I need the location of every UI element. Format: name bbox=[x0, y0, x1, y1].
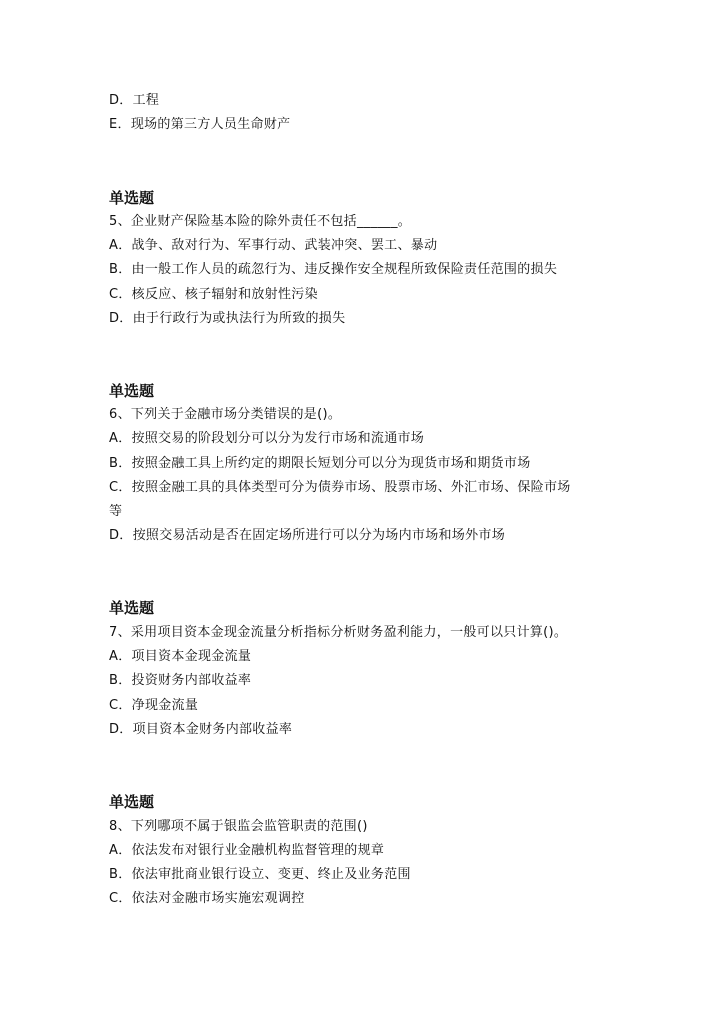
question-type-heading: 单选题 bbox=[109, 599, 155, 617]
option-a: A．战争、敌对行为、军事行动、武装冲突、罢工、暴动 bbox=[109, 238, 438, 253]
prev-option-d: D．工程 bbox=[109, 93, 160, 108]
option-b: B．由一般工作人员的疏忽行为、违反操作安全规程所致保险责任范围的损失 bbox=[109, 262, 558, 277]
option-a: A．按照交易的阶段划分可以分为发行市场和流通市场 bbox=[109, 431, 425, 446]
option-a: A．项目资本金现金流量 bbox=[109, 649, 252, 664]
option-d: D．按照交易活动是否在固定场所进行可以分为场内市场和场外市场 bbox=[109, 528, 506, 543]
question-stem: 8、下列哪项不属于银监会监管职责的范围() bbox=[109, 819, 368, 834]
option-c: C．依法对金融市场实施宏观调控 bbox=[109, 891, 305, 906]
option-d: D．由于行政行为或执法行为所致的损失 bbox=[109, 311, 346, 326]
question-stem: 6、下列关于金融市场分类错误的是()。 bbox=[109, 407, 342, 422]
option-b: B．按照金融工具上所约定的期限长短划分可以分为现货市场和期货市场 bbox=[109, 456, 531, 471]
question-type-heading: 单选题 bbox=[109, 793, 155, 811]
option-a: A．依法发布对银行业金融机构监督管理的规章 bbox=[109, 843, 385, 858]
question-stem: 7、采用项目资本金现金流量分析指标分析财务盈利能力，一般可以只计算()。 bbox=[109, 625, 568, 640]
option-c: C．核反应、核子辐射和放射性污染 bbox=[109, 287, 318, 302]
option-c: C．按照金融工具的具体类型可分为债券市场、股票市场、外汇市场、保险市场 bbox=[109, 480, 571, 495]
question-type-heading: 单选题 bbox=[109, 189, 155, 207]
question-type-heading: 单选题 bbox=[109, 382, 155, 400]
option-b: B．投资财务内部收益率 bbox=[109, 673, 252, 688]
option-d: D．项目资本金财务内部收益率 bbox=[109, 722, 293, 737]
option-c: C．净现金流量 bbox=[109, 698, 199, 713]
prev-option-e: E．现场的第三方人员生命财产 bbox=[109, 117, 291, 132]
question-stem: 5、企业财产保险基本险的除外责任不包括______。 bbox=[109, 214, 412, 229]
option-b: B．依法审批商业银行设立、变更、终止及业务范围 bbox=[109, 867, 411, 882]
option-c-continuation: 等 bbox=[109, 504, 123, 519]
